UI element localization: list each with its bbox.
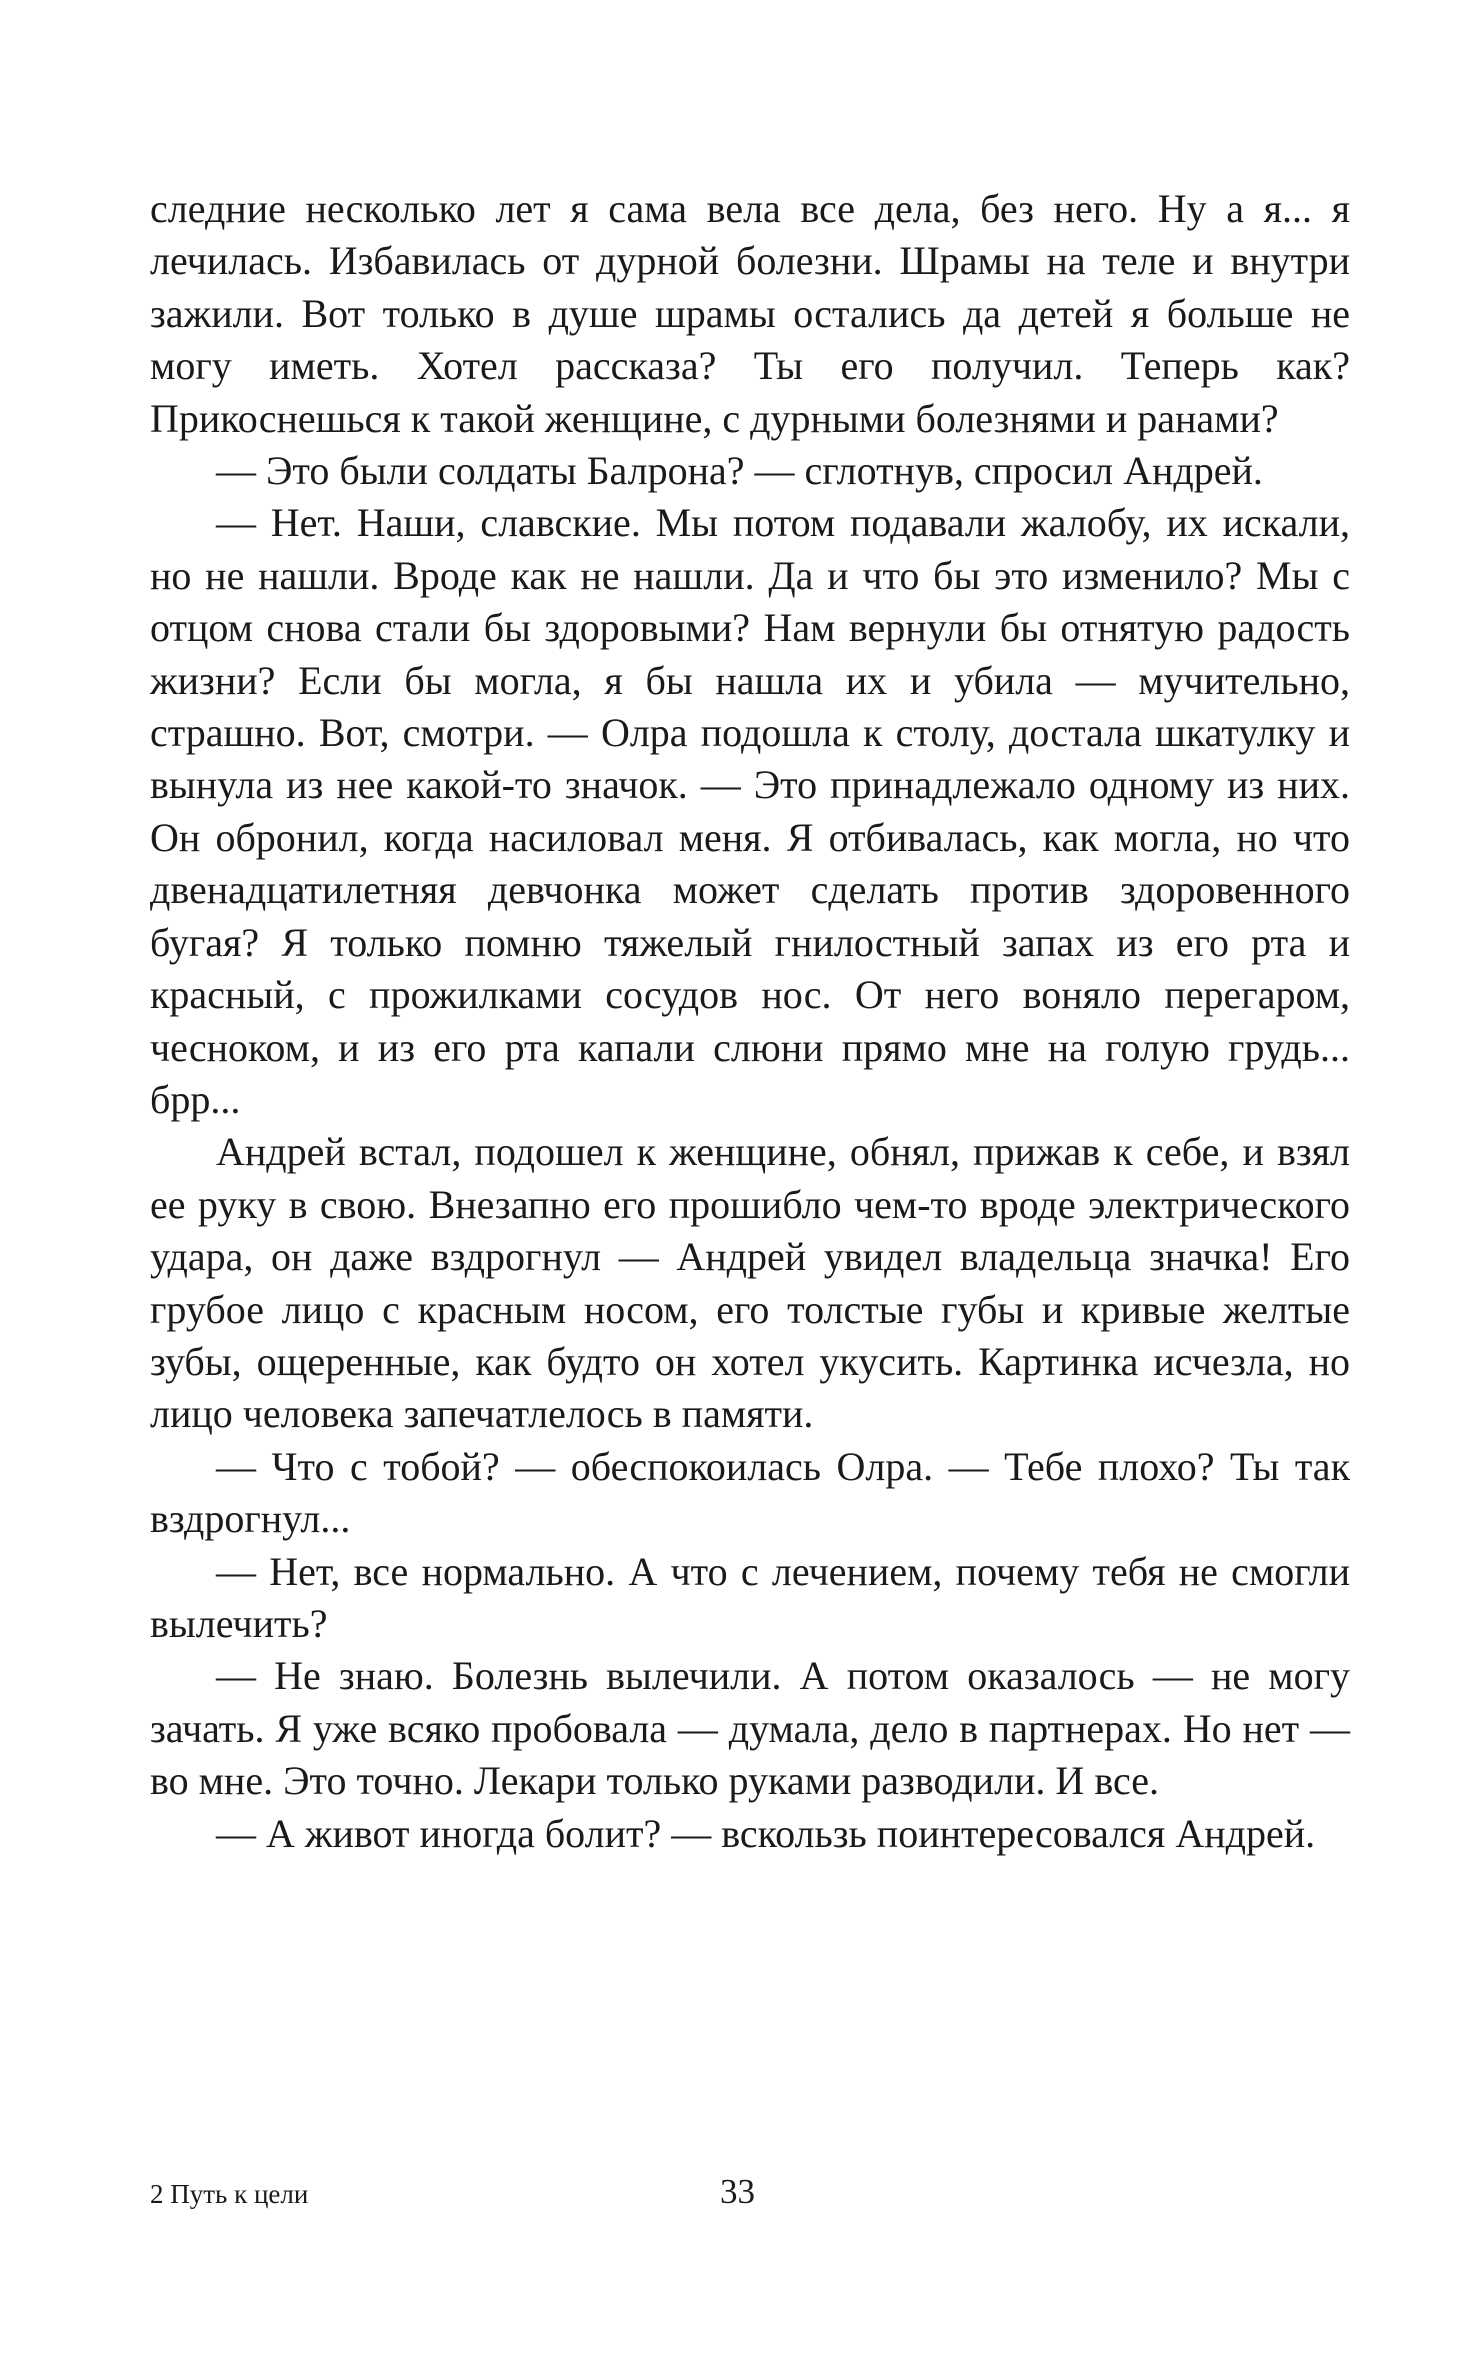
paragraph-dialogue-andrei-treatment: — Нет, все нормально. А что с лечением, почему тебя не смогли вылечить? (150, 1548, 1350, 1646)
paragraph-continuation: следние несколько лет я сама вела все дела, без него. Ну а я... я лечилась. Избавилась от дурной болезни. Шрамы на теле и внутри зажили. Вот только в душе шрамы остались да детей я больше не могу иметь. Хотел рассказа? Ты его получил. Теперь как? Прикоснешься к такой женщине, с дурными болезнями и ранами? (150, 186, 1350, 441)
page-number: 33 (720, 2172, 755, 2211)
paragraph-dialogue-olra-story: — Нет. Наши, славские. Мы потом подавали жалобу, их искали, но не нашли. Вроде как не нашли. Да и что бы это изменило? Мы с отцом снова стали бы здоровыми? Нам вернули бы отнятую радость жизни? Если бы могла, я бы нашла их и убила — мучительно, страшно. Вот, смотри. — Олра подошла к столу, достала шкатулку и вынула из нее какой-то значок. — Это принадлежало одному из них. Он обронил, когда насиловал меня. Я отбивалась, как могла, но что двенадцатилетняя девчонка может сделать против здоровенного бугая? Я только помню тяжелый гнилостный запах из его рта и красный, с прожилками сосудов нос. От него воняло перегаром, чесноком, и из его рта капали слюни прямо мне на голую грудь... брр... (150, 500, 1350, 1122)
body-text (150, 183, 1350, 1860)
paragraph-dialogue-andrei-question: — Это были солдаты Балрона? — сглотнув, спросил Андрей. (216, 448, 1263, 494)
paragraph-dialogue-olra-concern: — Что с тобой? — обеспокоилась Олра. — Тебе плохо? Ты так вздрогнул... (150, 1443, 1350, 1542)
paragraph-dialogue-andrei-stomach: — А живот иногда болит? — вскользь поинтересовался Андрей. (216, 1810, 1316, 1856)
signature-mark: 2 Путь к цели (150, 2179, 309, 2209)
paragraph-narration-vision: Андрей встал, подошел к женщине, обнял, прижав к себе, и взял ее руку в свою. Внезапно его прошибло чем-то вроде электрического удара, он даже вздрогнул — Андрей увидел владельца значка! Его грубое лицо с красным носом, его толстые губы и кривые желтые зубы, ощеренные, как будто он хотел укусить. Картинка исчезла, но лицо человека запечатлелось в памяти. (150, 1129, 1350, 1437)
paragraph-dialogue-olra-answer: — Не знаю. Болезнь вылечили. А потом оказалось — не могу зачать. Я уже всяко пробовала — думала, дело в партнерах. Но нет — во мне. Это точно. Лекари только руками разводили. И все. (150, 1653, 1350, 1804)
